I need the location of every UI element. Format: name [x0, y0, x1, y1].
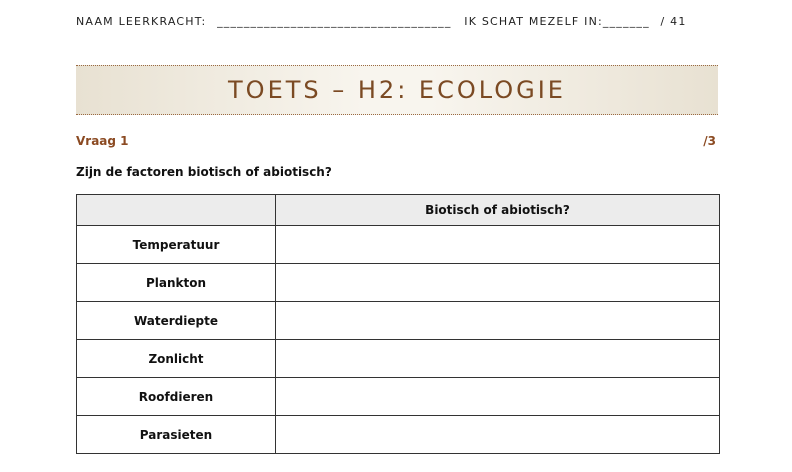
table-row — [77, 302, 720, 340]
teacher-name-label: NAAM LEERKRACHT: — [76, 15, 207, 28]
teacher-name-blank: ___________________________________ — [217, 15, 452, 28]
factor-label: Temperatuur — [77, 226, 276, 264]
factor-label: Zonlicht — [77, 340, 276, 378]
factor-label: Waterdiepte — [77, 302, 276, 340]
self-score-label: IK SCHAT MEZELF IN:_______ — [464, 15, 650, 28]
answer-cell[interactable] — [276, 340, 720, 378]
factor-label: Plankton — [77, 264, 276, 302]
answer-cell[interactable] — [276, 226, 720, 264]
table-row — [77, 340, 720, 378]
answer-table — [76, 194, 720, 454]
table-header-factor — [77, 195, 276, 226]
title-band — [76, 65, 718, 115]
table-row — [77, 226, 720, 264]
table-header-row — [77, 195, 720, 226]
header-line — [76, 15, 687, 28]
question-score: /3 — [703, 134, 716, 148]
page-title: TOETS – H2: ECOLOGIE — [228, 76, 566, 104]
factor-label: Parasieten — [77, 416, 276, 454]
answer-cell[interactable] — [276, 416, 720, 454]
table-row — [77, 416, 720, 454]
answer-cell[interactable] — [276, 302, 720, 340]
answer-cell[interactable] — [276, 264, 720, 302]
answer-cell[interactable] — [276, 378, 720, 416]
factor-label: Roofdieren — [77, 378, 276, 416]
question-label: Vraag 1 — [76, 134, 129, 148]
question-text: Zijn de factoren biotisch of abiotisch? — [76, 165, 332, 179]
table-row — [77, 378, 720, 416]
total-score: / 41 — [660, 15, 687, 28]
table-row — [77, 264, 720, 302]
table-header-answer: Biotisch of abiotisch? — [276, 195, 720, 226]
